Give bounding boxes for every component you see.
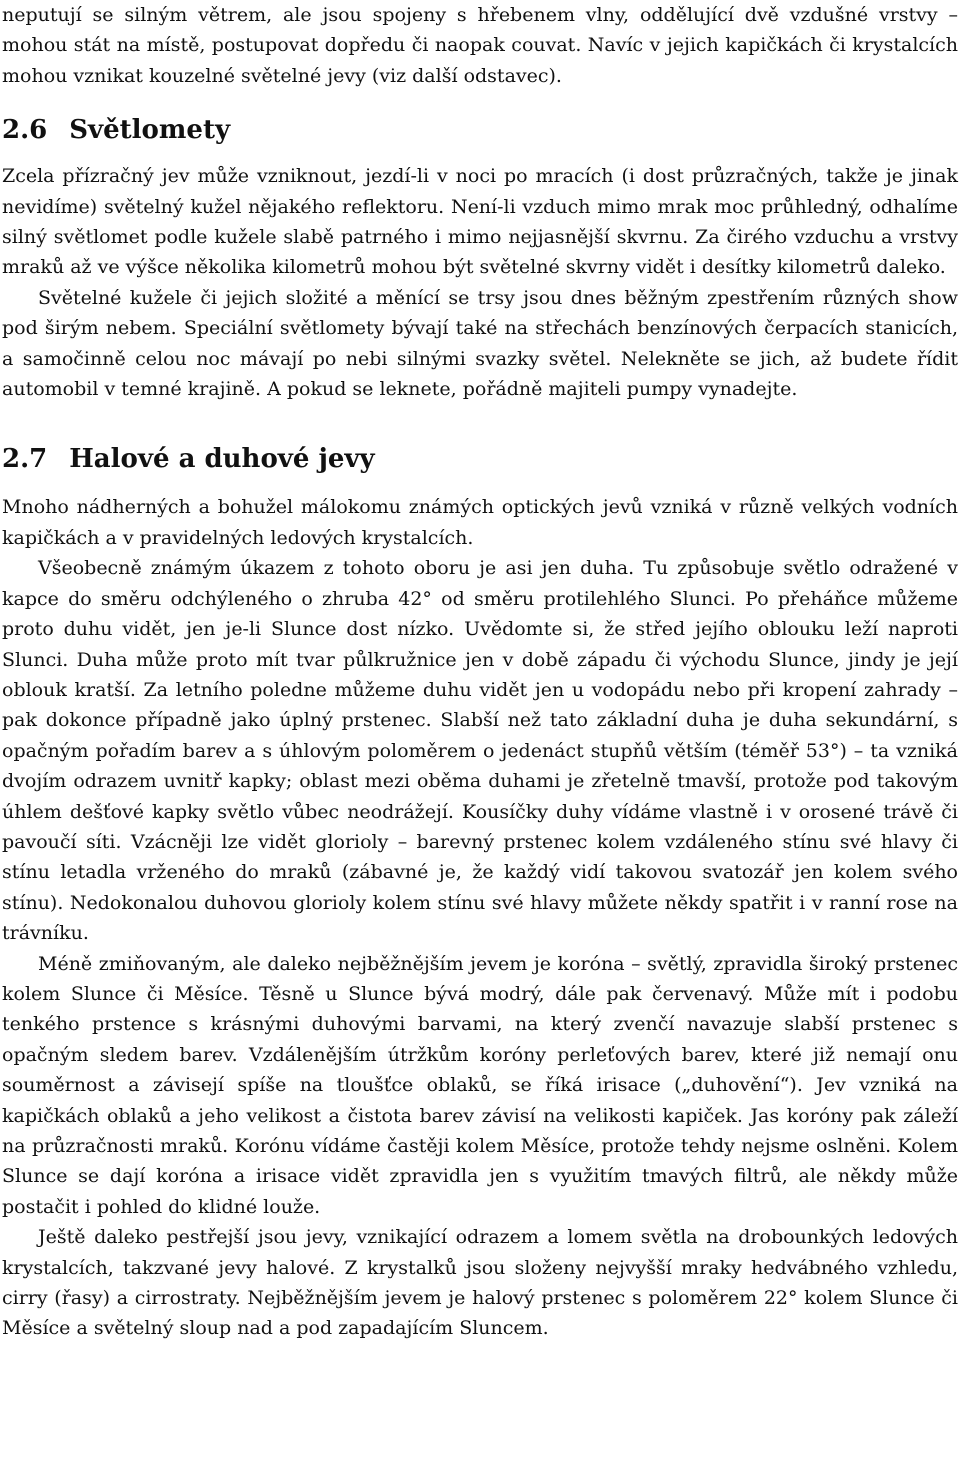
paragraph: Mnoho nádherných a bohužel málokomu známých optických jevů vzniká v různě velkých vodních kapičkách a v pravidelných ledových krystalcích. xyxy=(2,496,958,549)
paragraph: Světelné kužele či jejich složité a měnící se trsy jsou dnes běžným zpestřením různých show pod širým nebem. Speciální světlomety bývají také na střechách benzínových čerpacích stanicích, a samočinně celou noc mávají po nebi silnými svazky světel. Nelekněte se jich, až budete řídit automobil v temné krajině. A pokud se leknete, pořádně majiteli pumpy vynadejte. xyxy=(2,286,958,401)
section-heading-halove-jevy xyxy=(2,442,958,476)
paragraph: Méně zmiňovaným, ale daleko nejběžnějším jevem je koróna – světlý, zpravidla široký prstenec kolem Slunce či Měsíce. Těsně u Slunce bývá modrý, dále pak červenavý. Může mít i podobu tenkého prstence s krásnými duhovými barvami, na který zvenčí navazuje slabší prstenec s opačným sledem barev. Vzdálenějším útržkům koróny perleťových barev, které již nemají onu souměrnost a závisejí spíše na tloušťce oblaků, se říká irisace („duhovění“). Jev vzniká na kapičkách oblaků a jeho velikost a čistota barev závisí na velikosti kapiček. Jas koróny pak záleží na průzračnosti mraků. Korónu vídáme častěji kolem Měsíce, protože tehdy nejsme oslněni. Kolem Slunce se dají koróna a irisace vidět zpravidla jen s využitím tmavých filtrů, ale někdy může postačit i pohled do klidné louže. xyxy=(2,952,958,1218)
section-title: Světlomety xyxy=(69,115,231,146)
intro-paragraph: neputují se silným větrem, ale jsou spojeny s hřebenem vlny, oddělující dvě vzdušné vrstvy – mohou stát na místě, postupovat dopředu či naopak couvat. Navíc v jejich kapičkách či krystalcích mohou vznikat kouzelné světelné jevy (viz další odstavec). xyxy=(2,4,958,87)
section-title: Halové a duhové jevy xyxy=(69,444,375,475)
paragraph: Zcela přízračný jev může vzniknout, jezdí-li v noci po mracích (i dost průzračných, takže je jinak nevidíme) světelný kužel nějakého reflektoru. Není-li vzduch mimo mrak moc průhledný, odhalíme silný světlomet podle kužele slabě patrného i mimo nejjasnější skvrnu. Za čirého vzduchu a vrstvy mraků až ve výšce několika kilometrů mohou být světelné skvrny vidět i desítky kilometrů daleko. xyxy=(2,165,958,279)
paragraph: Všeobecně známým úkazem z tohoto oboru je asi jen duha. Tu způsobuje světlo odražené v kapce do směru odchýleného o zhruba 42° od směru protilehlého Slunci. Po přeháňce můžeme proto duhu vidět, jen je-li Slunce dost nízko. Uvědomte si, že střed jejího oblouku leží naproti Slunci. Duha může proto mít tvar půlkružnice jen v době západu či východu Slunce, jindy je její oblouk kratší. Za letního poledne můžeme duhu vidět jen u vodopádu nebo při kropení zahrady – pak dokonce případně jako úplný prstenec. Slabší než tato základní duha je duha sekundární, s opačným pořadím barev a s úhlovým poloměrem o jedenáct stupňů větším (téměř 53°) – ta vzniká dvojím odrazem uvnitř kapky; oblast mezi oběma duhami je zřetelně tmavší, protože pod takovým úhlem dešťové kapky světlo vůbec neodrážejí. Kousíčky duhy vídáme vlastně i v orosené trávě či pavoučí síti. Vzácněji lze vidět glorioly – barevný prstenec kolem vzdáleného stínu své hlavy či stínu letadla vrženého do mraků (zábavné je, že každý vidí takovou svatozář jen kolem svého stínu). Nedokonalou duhovou glorioly kolem stínu své hlavy můžete někdy spatřit i v ranní rose na trávníku. xyxy=(2,557,958,945)
document-page xyxy=(2,0,958,1344)
section-number: 2.7 xyxy=(2,444,48,475)
section-number: 2.6 xyxy=(2,115,48,146)
paragraph: Ještě daleko pestřejší jsou jevy, vznikající odrazem a lomem světla na drobounkých ledových krystalcích, takzvané jevy halové. Z krystalků jsou složeny nejvyšší mraky hedvábného vzhledu, cirry (řasy) a cirrostraty. Nejběžnějším jevem je halový prstenec s poloměrem 22° kolem Slunce či Měsíce a světelný sloup nad a pod zapadajícím Sluncem. xyxy=(2,1226,958,1340)
section-heading-svetlomety xyxy=(2,113,958,147)
